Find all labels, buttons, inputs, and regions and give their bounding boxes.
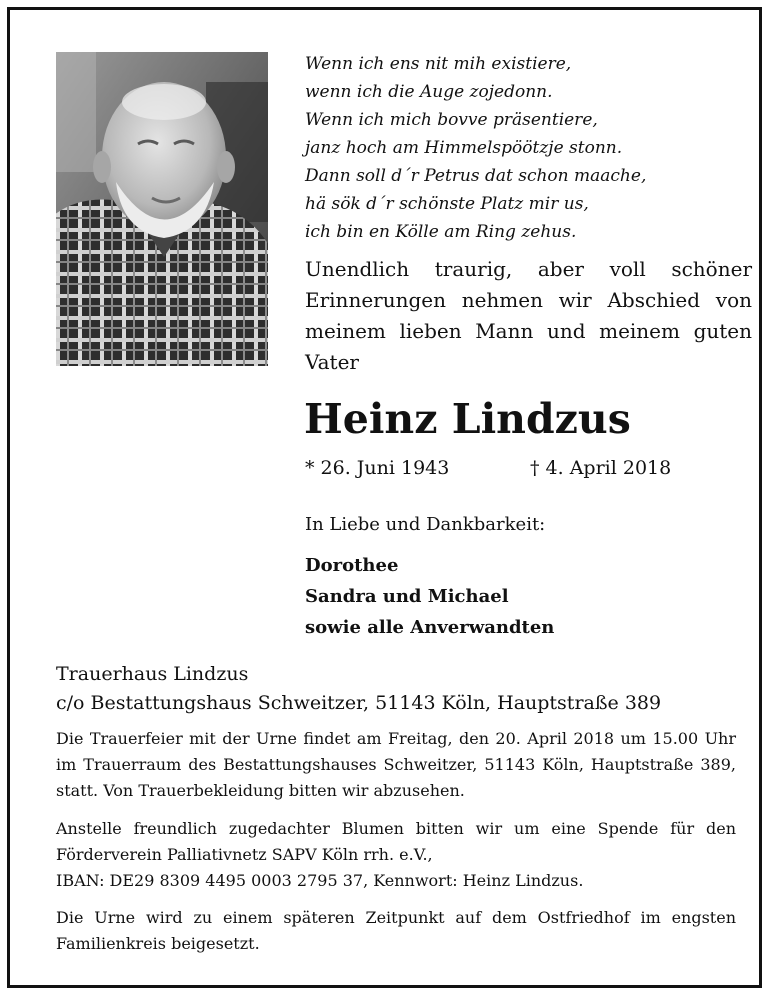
- ceremony-paragraph: [56, 726, 736, 804]
- paragraph-line: Die Urne wird zu einem späteren Zeitpunkt auf dem Ostfriedhof im engsten: [56, 908, 736, 927]
- paragraph-line: statt. Von Trauerbekleidung bitten wir abzusehen.: [56, 781, 465, 800]
- mourner: Sandra und Michael: [305, 586, 509, 607]
- intro-line: Unendlich traurig, aber voll schöner: [305, 257, 752, 281]
- poem-line: janz hoch am Himmelspöötzje stonn.: [305, 138, 623, 158]
- life-dates: [305, 453, 745, 483]
- paragraph-line: Familienkreis beigesetzt.: [56, 934, 260, 953]
- paragraph-line: Die Trauerfeier mit der Urne findet am Freitag, den 20. April 2018 um 15.00 Uhr: [56, 729, 736, 748]
- mourning-house-address: [56, 660, 736, 718]
- mourner: Dorothee: [305, 555, 399, 576]
- intro-line: meinem lieben Mann und meinem guten: [305, 319, 752, 343]
- address-line: Trauerhaus Lindzus: [56, 663, 249, 685]
- poem-line: Wenn ich ens nit mih existiere,: [305, 54, 572, 74]
- deceased-name: Heinz Lindzus: [304, 395, 631, 443]
- donation-paragraph: [56, 816, 736, 894]
- paragraph-line: Förderverein Palliativnetz SAPV Köln rrh. e.V.,: [56, 845, 433, 864]
- death-date: † 4. April 2018: [530, 457, 672, 479]
- mourner: sowie alle Anverwandten: [305, 617, 555, 638]
- paragraph-line: Anstelle freundlich zugedachter Blumen bitten wir um eine Spende für den: [56, 819, 736, 838]
- intro-line: Erinnerungen nehmen wir Abschied von: [305, 288, 752, 312]
- poem-line: wenn ich die Auge zojedonn.: [305, 82, 553, 102]
- address-line: c/o Bestattungshaus Schweitzer, 51143 Köln, Hauptstraße 389: [56, 692, 662, 714]
- poem-line: Wenn ich mich bovve präsentiere,: [305, 110, 598, 130]
- poem-line: Dann soll d´r Petrus dat schon maache,: [305, 166, 647, 186]
- paragraph-line: IBAN: DE29 8309 4495 0003 2795 37, Kennwort: Heinz Lindzus.: [56, 871, 584, 890]
- intro-line: Vater: [305, 350, 359, 374]
- burial-paragraph: [56, 905, 736, 957]
- poem: [305, 50, 745, 246]
- gratitude-line: In Liebe und Dankbarkeit:: [305, 514, 546, 535]
- poem-line: ich bin en Kölle am Ring zehus.: [305, 222, 577, 242]
- portrait-photo: [56, 52, 268, 366]
- paragraph-line: im Trauerraum des Bestattungshauses Schweitzer, 51143 Köln, Hauptstraße 389,: [56, 755, 736, 774]
- intro-text: [305, 254, 752, 378]
- obituary-notice: [7, 7, 762, 988]
- mourners-list: [305, 550, 554, 643]
- birth-date: * 26. Juni 1943: [305, 457, 450, 479]
- poem-line: hä sök d´r schönste Platz mir us,: [305, 194, 589, 214]
